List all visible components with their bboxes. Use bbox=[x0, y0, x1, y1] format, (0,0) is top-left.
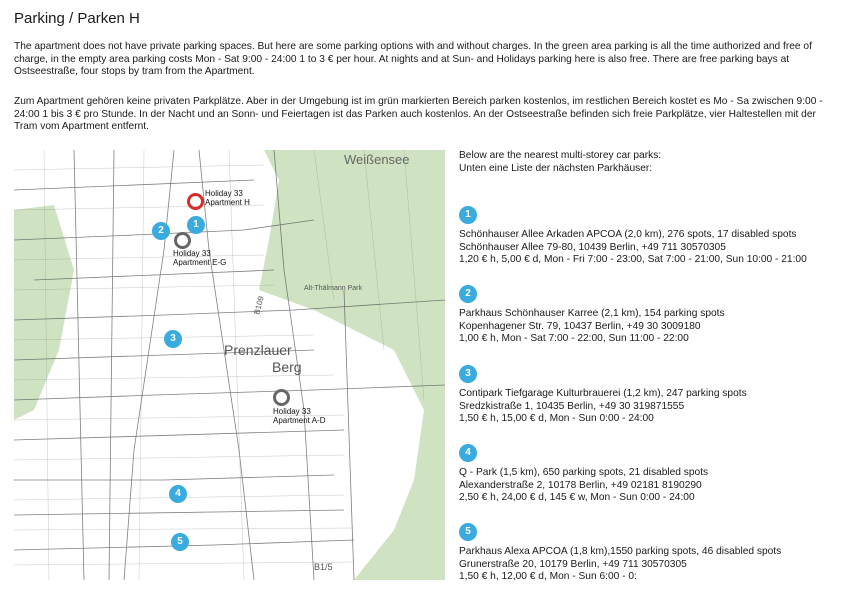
map-marker-3[interactable]: 3 bbox=[164, 330, 182, 348]
intro-en: Below are the nearest multi-storey car parks: bbox=[459, 150, 662, 161]
carpark-address: Schönhauser Allee 79-80, 10439 Berlin, +49 711 30570305 bbox=[459, 241, 726, 253]
apartment-eg-label: Holiday 33 Apartment E-G bbox=[173, 249, 227, 267]
carpark-rates: 2,50 € h, 24,00 € d, 145 € w, Mon - Sun 0:00 - 24:00 bbox=[459, 492, 695, 503]
carpark-rates: 1,50 € h, 15,00 € d, Mon - Sun 0:00 - 24:00 bbox=[459, 413, 654, 424]
map-label-park: Alt-Thälmann Park bbox=[304, 285, 362, 292]
intro-german: Zum Apartment gehören keine privaten Parkplätze. Aber in der Umgebung ist im grün markierten Bereich parken kostenlos, im restlichen Bereich kostet es Mo - Sa zwischen 9:00 - 24:00 1 bis 3 € pro Stunde. In der Nacht und an Sonn- und Feiertagen ist das Parken auch kostenlos. An der Ostseestraße befinden sich freie Parkplätze, vier Haltestellen mit der Tram vom Apartment entfernt. bbox=[14, 96, 823, 132]
carpark-intro bbox=[459, 150, 661, 175]
map-marker-4[interactable]: 4 bbox=[169, 485, 187, 503]
carpark-rates: 1,20 € h, 5,00 € d, Mon - Fri 7:00 - 23:00, Sat 7:00 - 21:00, Sun 10:00 - 21:00 bbox=[459, 254, 807, 265]
apartment-eg-marker bbox=[174, 232, 191, 249]
carpark-number-badge: 5 bbox=[459, 523, 477, 541]
map-marker-2[interactable]: 2 bbox=[152, 222, 170, 240]
carpark-address: Sredzkistraße 1, 10435 Berlin, +49 30 319871555 bbox=[459, 400, 685, 412]
carpark-number-badge: 1 bbox=[459, 206, 477, 224]
carpark-name: Q - Park (1,5 km), 650 parking spots, 21 disabled spots bbox=[459, 467, 709, 478]
carpark-entry-5 bbox=[459, 523, 839, 584]
carpark-number-badge: 4 bbox=[459, 444, 477, 462]
carpark-name: Parkhaus Schönhauser Karree (2,1 km), 154 parking spots bbox=[459, 308, 725, 319]
map-label-b1-5: B1/5 bbox=[314, 562, 333, 572]
map-marker-1[interactable]: 1 bbox=[187, 216, 205, 234]
carpark-entry-1 bbox=[459, 206, 839, 267]
apartment-ad-label: Holiday 33 Apartment A-D bbox=[273, 407, 326, 425]
intro-english: The apartment does not have private parking spaces. But here are some parking options with and without charges. In the green area parking is all the time authorized and free of charge, in the empty area parking costs Mon - Sat 9:00 - 24:00 1 to 3 € per hour. At nights and at Sun- and Holidays parking here is also free. There are free parking bays at Ostseestraße, four stops by tram from the Apartment. bbox=[14, 41, 812, 77]
map-label-weissensee: Weißensee bbox=[344, 152, 410, 167]
intro-de: Unten eine Liste der nächsten Parkhäuser: bbox=[459, 162, 653, 174]
carpark-address: Kopenhagener Str. 79, 10437 Berlin, +49 30 3009180 bbox=[459, 320, 701, 332]
map-label-berg: Berg bbox=[272, 359, 302, 375]
carpark-name: Parkhaus Alexa APCOA (1,8 km),1550 parking spots, 46 disabled spots bbox=[459, 546, 782, 557]
carpark-entry-3 bbox=[459, 365, 839, 426]
carpark-name: Contipark Tiefgarage Kulturbrauerei (1,2 km), 247 parking spots bbox=[459, 388, 747, 399]
map-graphic bbox=[14, 150, 445, 580]
page-title: Parking / Parken H bbox=[14, 10, 140, 27]
apartment-h-marker bbox=[187, 193, 204, 210]
map-marker-5[interactable]: 5 bbox=[171, 533, 189, 551]
carpark-number-badge: 2 bbox=[459, 285, 477, 303]
map-label-prenzlauer: Prenzlauer bbox=[224, 342, 292, 358]
carpark-rates: 1,50 € h, 12,00 € d, Mon - Sun 6:00 - 0: bbox=[459, 571, 637, 582]
parking-map bbox=[14, 150, 445, 580]
carpark-number-badge: 3 bbox=[459, 365, 477, 383]
carpark-entry-4 bbox=[459, 444, 839, 505]
carpark-entry-2 bbox=[459, 285, 839, 346]
apartment-h-label: Holiday 33 Apartment H bbox=[205, 189, 250, 207]
apartment-ad-marker bbox=[273, 389, 290, 406]
carpark-address: Grunerstraße 20, 10179 Berlin, +49 711 30570305 bbox=[459, 558, 687, 570]
carpark-rates: 1,00 € h, Mon - Sat 7:00 - 22:00, Sun 11:00 - 22:00 bbox=[459, 333, 689, 344]
map-label-b109: B109 bbox=[252, 295, 266, 316]
carpark-address: Alexanderstraße 2, 10178 Berlin, +49 02181 8190290 bbox=[459, 479, 702, 491]
carpark-name: Schönhauser Allee Arkaden APCOA (2,0 km), 276 spots, 17 disabled spots bbox=[459, 229, 797, 240]
